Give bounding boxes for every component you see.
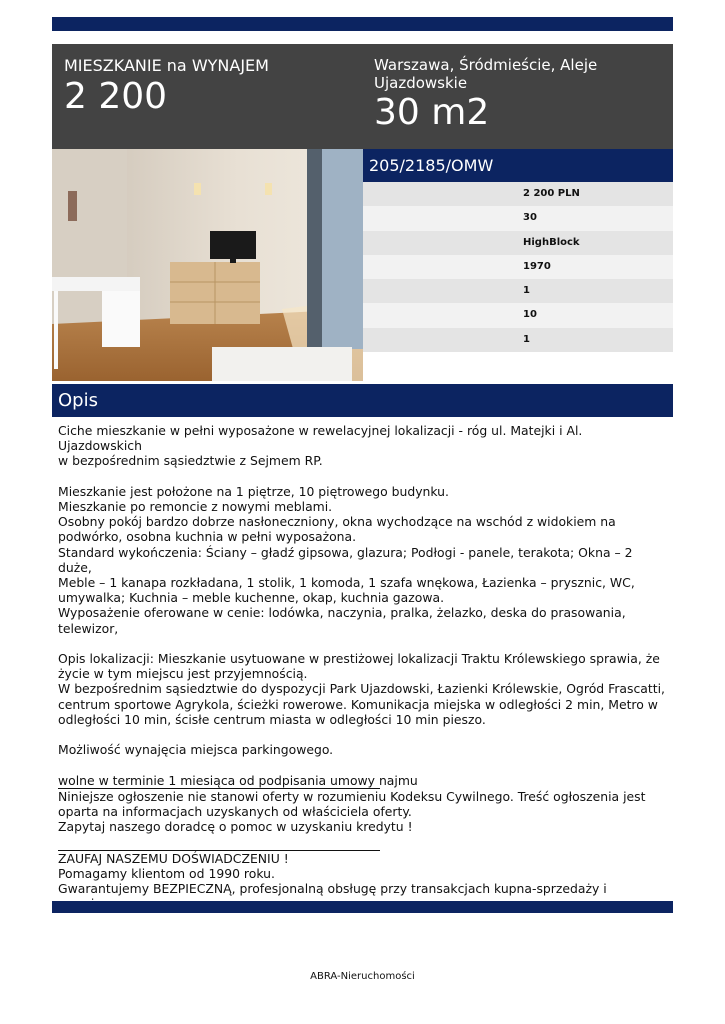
- detail-row: HighBlock: [363, 231, 673, 255]
- bottom-bar: [52, 901, 673, 913]
- listing-price: 2 200: [64, 76, 168, 117]
- disclaimer: Niniejsze ogłoszenie nie stanowi oferty w rozumieniu Kodeksu Cywilnego. Treść ogłoszenia jest oparta na informacjach uzyskanych od właściciela oferty. Zapytaj naszego doradcę o pomoc w uzyskaniu kredytu !: [58, 788, 646, 835]
- detail-row: 1: [363, 328, 673, 352]
- reference-number: 205/2185/OMW: [363, 149, 673, 182]
- section-title: Opis: [52, 384, 673, 417]
- company-note: ZAUFAJ NASZEMU DOŚWIADCZENIU ! Pomagamy klientom od 1990 roku. Gwarantujemy BEZPIECZNĄ, profesjonalną obsługę przy transakcjach kupna-sprzedaży i: [58, 850, 607, 897]
- detail-row: 1970: [363, 255, 673, 279]
- description: [58, 423, 670, 911]
- top-bar: [52, 17, 673, 31]
- listing-area: 30 m2: [374, 92, 490, 133]
- detail-row: 2 200 PLN: [363, 182, 673, 206]
- footer-company: ABRA-Nieruchomości: [310, 971, 415, 982]
- listing-type: MIESZKANIE na WYNAJEM: [64, 56, 269, 75]
- detail-row: 10: [363, 303, 673, 327]
- detail-row: 30: [363, 206, 673, 230]
- description-paragraph: Ciche mieszkanie w pełni wyposażone w rewelacyjnej lokalizacji - róg ul. Matejki i Al. Ujazdowskich w bezpośrednim sąsiedztwie z Sejmem RP.: [58, 423, 583, 469]
- description-paragraph: Mieszkanie jest położone na 1 piętrze, 10 piętrowego budynku. Mieszkanie po remoncie z nowymi meblami. Osobny pokój bardzo dobrze nasłoneczniony, okna wychodzące na wschód z widokiem na podwórko, osobna kuchnia w pełni wyposażona. Standard wykończenia: Ściany – gładź gipsowa, glazura; Podłogi - panele, terakota; Okna – 2 duże, Meble – 1 kanapa rozkładana, 1 stolik, 1 komoda, 1 szafa wnękowa, Łazienka – prysznic, WC, umywalka; Kuchnia – meble kuchenne, okap, kuchnia gazowa. Wyposażenie oferowane w cenie: lodówka, naczynia, pralka, żelazko, deska do prasowania, telewizor,: [58, 483, 635, 636]
- details-table: [363, 182, 673, 352]
- detail-row: 1: [363, 279, 673, 303]
- listing-header: [52, 44, 673, 149]
- description-paragraph: Możliwość wynajęcia miejsca parkingowego.: [58, 742, 334, 758]
- listing-location: Warszawa, Śródmieście, Aleje Ujazdowskie: [374, 56, 598, 92]
- description-paragraph: wolne w terminie 1 miesiąca od podpisania umowy najmu: [58, 772, 418, 788]
- description-paragraph: Opis lokalizacji: Mieszkanie usytuowane w prestiżowej lokalizacji Traktu Królewskiego sprawia, że życie w tym miejscu jest przyjemnością. W bezpośrednim sąsiedztwie do dyspozycji Park Ujazdowski, Łazienki Królewskie, Ogród Frascatti, centrum sportowe Agrykola, ścieżki rowerowe. Komunikacja miejska w odległości 2 min, Metro w odległości 10 min, ścisłe centrum miasta w odległości 10 min pieszo.: [58, 651, 665, 727]
- apartment-photo: [52, 149, 363, 381]
